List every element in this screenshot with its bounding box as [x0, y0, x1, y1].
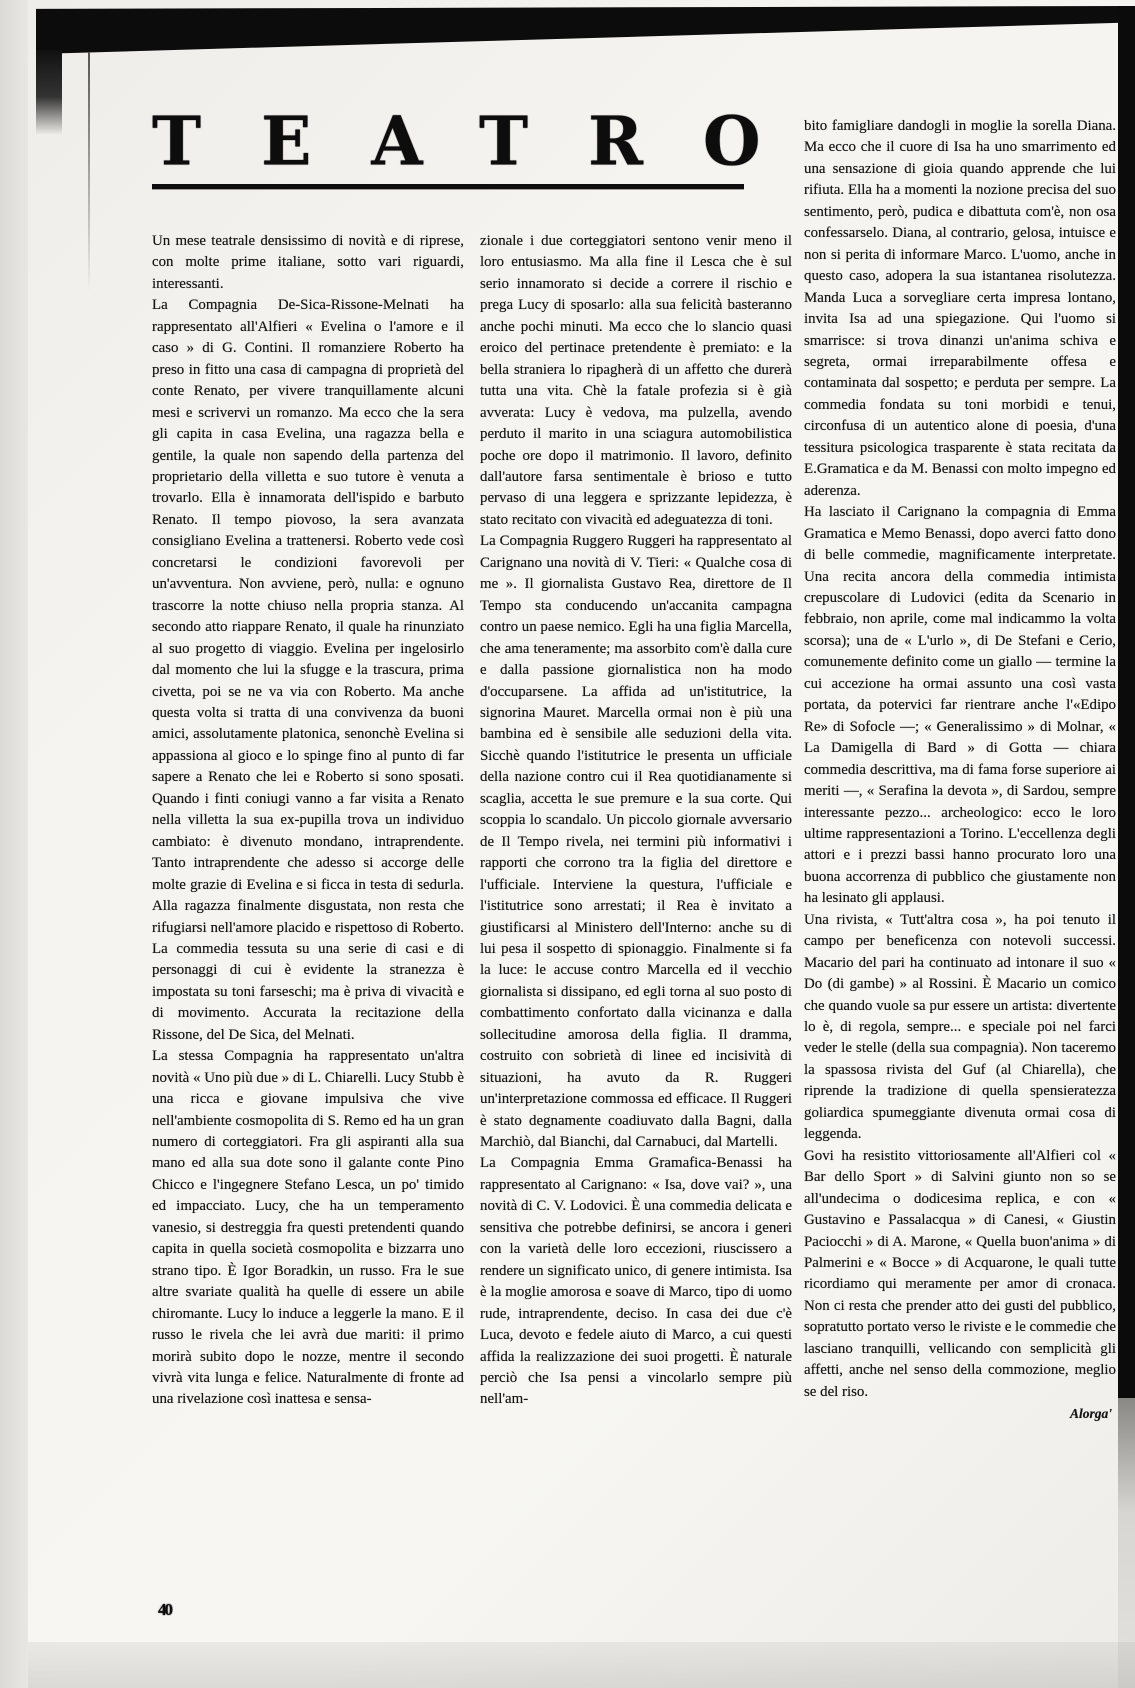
article-paragraph: zionale i due corteggiatori sentono venir meno il loro entusiasmo. Ma alla fine il Lesca che è sul serio innamorato si decide a correre il rischio e prega Lucy di sposarlo: alla sua felicità basteranno anche pochi minuti. Ma ecco che lo slancio quasi eroico del pertinace pretendente è premiato: e la bella straniera lo ripagherà di un affetto che durerà tutta una vita. Chè la fatale profezia si è già avverata: Lucy è vedova, ma pulzella, avendo perduto il marito in una sciagura automobilistica poche ore dopo il matrimonio. Il lavoro, definito dall'autore farsa sentimentale è brioso e tutto pervaso di una leggera e sprizzante lepidezza, è stato recitato con vivacità ed adeguatezza di toni.	[480, 233, 792, 528]
page-bottom-shadow	[28, 1642, 1135, 1688]
masthead-rule	[152, 184, 744, 189]
article-column-3	[804, 116, 1116, 1578]
left-margin-shade	[0, 0, 28, 1688]
article-paragraph: Una rivista, « Tutt'altra cosa », ha poi tenuto il campo per beneficenza con notevoli successi. Macario del pari ha continuato ad intonare il suo « Do (di gambe) » al Rossini. È Macario un comico che quando vuole sa pur essere un artista: divertente lo è, di regola, sempre... e speciale poi nel farci veder le stelle (della sua compagnia). Non taceremo la spassosa rivista del Guf (al Chiarella), che riprende la tradizione di quella spensieratezza goliardica spumeggiante divenuta ormai cosa di leggenda.	[804, 911, 1116, 1143]
article-column-2	[480, 231, 792, 1595]
article-paragraph: Un mese teatrale densissimo di novità e di riprese, con molte prime italiane, sotto vari riguardi, interessanti.	[152, 233, 464, 292]
article-column-1	[152, 231, 464, 1595]
article-paragraph: bito famigliare dandogli in moglie la sorella Diana. Ma ecco che il cuore di Isa ha uno smarrimento ed una sensazione di gioia quando apprende che lui rifiuta. Ella ha a momenti la nozione precisa del suo sentimento, però, pudica e dibattuta com'è, non osa confessarselo. Diana, al contrario, gelosa, intuisce e non si perita di informare Marco. L'uomo, anche in questo caso, adopera la sua istantanea risolutezza. Manda Luca a sorvegliare certa impresa lontano, invita Isa ad una spiegazione. Qui l'uomo si smarrisce: si trova dinanzi un'anima schiva e segreta, ormai irreparabilmente offesa e contaminata dal sospetto; e perduta per sempre. La commedia fondata su toni morbidi e tenui, circonfusa di un autentico alone di poesia, d'una tessitura psicologica trasparente è stata recitata da E.Gramatica e da M. Benassi con molto impegno ed aderenza.	[804, 118, 1116, 499]
article-paragraph: La Compagnia De-Sica-Rissone-Melnati ha rappresentato all'Alfieri « Evelina o l'amore e il caso » di G. Contini. Il romanziere Roberto ha preso in fitto una casa di campagna di proprietà del conte Renato, per vivere tranquillamente alcuni mesi e scrivervi un romanzo. Ma ecco che la sera gli capita in casa Evelina, una ragazza bella e gentile, la quale non sapendo della partenza del proprietario della villetta e suo tutore è venuta a trovarlo. Ella è innamorata dell'ispido e barbuto Renato. Il tempo piovoso, la sera avanzata consigliano Evelina a trattenersi. Roberto vede così concretarsi le condizioni favorevoli per un'avventura. Non avviene, però, nulla: e ognuno trascorre la notte chiuso nella propria stanza. Al secondo atto riappare Renato, il quale ha rinunziato al suo progetto di viaggio. Evelina per ingelosirlo dal momento che lui la sfugge e la trascura, prima civetta, poi se ne va via con Roberto. Ma anche questa volta si tratta di una convivenza da buoni amici, assolutamente platonica, senonchè Evelina si appassiona al gioco e lo spinge fino al punto di far sapere a Renato che lei e Roberto si sono sposati. Quando i finti coniugi vanno a far visita a Renato nella villetta la sua ex-pupilla trova un individuo cambiato: è divenuto mondano, intraprendente. Tanto intraprendente che adesso si accorge delle molte grazie di Evelina e si ficca in testa di sedurla. Alla ragazza finalmente disgustata, non resta che rifugiarsi nell'amore placido e rispettoso di Roberto. La commedia tessuta su una serie di casi e di personaggi di cui è evidente la stranezza è impostata su toni farseschi; ma è priva di vivacità e di movimento. Accurata la recitazione della Rissone, del De Sica, del Melnati.	[152, 297, 464, 1043]
article-paragraph: Ha lasciato il Carignano la compagnia di Emma Gramatica e Memo Benassi, dopo averci fatto dono di belle commedie, magnificamente interpretate. Una recita ancora della commedia intimista crepuscolare di Ludovici (edita da Scenario in febbraio, non aprile, come mal indicammo la volta scorsa); una de « L'urlo », di De Stefani e Cerio, comunemente definito come un giallo — termine la cui accezione ha ormai assunto una così vasta portata, da potervici far rientrare anche l'«Edipo Re» di Sofocle —; « Generalissimo » di Molnar, « La Damigella di Bard » di Gotta — chiara commedia descrittiva, ma di fama forse superiore ai meriti —, « Serafina la devota », di Sardou, sempre interessante pezzo... archeologico: ecco le loro ultime rappresentazioni a Torino. L'eccellenza degli attori e i prezzi bassi hanno procurato loro una buona accorrenza di pubblico che giustamente non ha lesinato gli applausi.	[804, 504, 1116, 907]
masthead	[152, 101, 821, 189]
article-paragraph: La stessa Compagnia ha rappresentato un'altra novità « Uno più due » di L. Chiarelli. Lucy Stubb è una ricca e giovane impulsiva che vive nell'ambiente cosmopolita di S. Remo ed ha un gran numero di corteggiatori. Fra gli aspiranti alla sua mano ed alla sua dote sono il galante conte Pino Chicco e l'ingegnere Stefano Lesca, un po' timido ed impacciato. Lucy, che ha un temperamento vanesio, si destreggia fra questi pretendenti quando capita in quella società cosmopolita e bizzarra uno strano tipo. È Igor Boradkin, un russo. Fra le sue altre svariate qualità ha quelle di essere un abile chiromante. Lucy lo induce a leggerle la mano. E il russo le rivela che lei avrà due mariti: il primo morirà subito dopo le nozze, mentre il secondo vivrà vita lunga e felice. Naturalmente di fronte ad una rivelazione così inattesa e sensa-	[152, 1048, 464, 1408]
article-paragraph: La Compagnia Emma Gramafica-Benassi ha rappresentato al Carignano: « Isa, dove vai? », una novità di C. V. Lodovici. È una commedia delicata e sensitiva che potrebbe definirsi, se ancora i generi con la varietà delle loro eccezioni, riuscissero a rendere un significato unico, di genere intimista. Isa è la moglie amorosa e soave di Marco, tipo di uomo rude, intraprendente, deciso. In casa dei due c'è Luca, devoto e fedele aiuto di Marco, a cui questi affida la realizzazione dei suoi progetti. È naturale perciò che Isa pensi a vincolarlo sempre più nell'am-	[480, 1155, 792, 1408]
article-paragraph: La Compagnia Ruggero Ruggeri ha rappresentato al Carignano una novità di V. Tieri: « Qualche cosa di me ». Il giornalista Gustavo Rea, direttore de Il Tempo sta conducendo un'accanita campagna contro un paese nemico. Egli ha una figlia Marcella, che ama teneramente; ma assorbito com'è dalla cure e dalla passione giornalistica non ha modo d'occuparsene. La affida ad un'istitutrice, la signorina Mauret. Marcella ormai non è più una bambina ed è sensibile alle seduzioni della vita. Sicchè quando l'istitutrice le presenta un ufficiale della nazione contro cui il Rea quotidianamente si scaglia, accetta le sue premure e la sua corte. Qui scoppia lo scandalo. Un piccolo giornale avversario de Il Tempo rivela, nei termini più informativi i rapporti che corrono tra la figlia del direttore e l'ufficiale. Interviene la questura, l'ufficiale e l'istitutrice sono arrestati; il Rea è invitato a giustificarsi al Ministero dell'Interno: anche su di lui pesa il sospetto di spionaggio. Finalmente si fa la luce: le accuse contro Marcella ed il vecchio giornalista si dissipano, ed egli torna al suo posto di combattimento confortato dalla vicinanza e dalla sollecitudine amorosa della figlia. Il dramma, costruito con sobrietà di linee ed incisività di situazioni, ha avuto da R. Ruggeri un'interpretazione commossa ed efficace. Il Ruggeri è stato degnamente coadiuvato dalla Bagni, dalla Marchiò, dal Bianchi, dal Carnabuci, dal Martelli.	[480, 533, 792, 1151]
author-signature: Alorga'	[1069, 1406, 1112, 1422]
scan-artifact-right-strip	[1118, 6, 1135, 1398]
scan-artifact-left-blotch	[36, 50, 62, 135]
page-number: 40	[158, 1600, 171, 1619]
page-title: TEATRO	[152, 101, 821, 181]
scan-artifact-left-hairline	[88, 52, 90, 292]
article-paragraph: Govi ha resistito vittoriosamente all'Alfieri col « Bar dello Sport » di Salvini giunto non so se all'undecima o dodicesima replica, e con « Gustavino e Passalacqua » di Canesi, « Giustin Paciocchi » di A. Marone, « Quella buon'anima » di Palmerini e « Bocce » di Acquarone, le quali tutte ricordiamo qui meramente per amor di cronaca. Non ci resta che prender atto dei gusti del pubblico, sopratutto portato verso le riviste e le commedie che lasciano tranquilli, vellicando con semplicità gli affetti, anche nel senso della commozione, meglio se del riso.	[804, 1147, 1116, 1400]
